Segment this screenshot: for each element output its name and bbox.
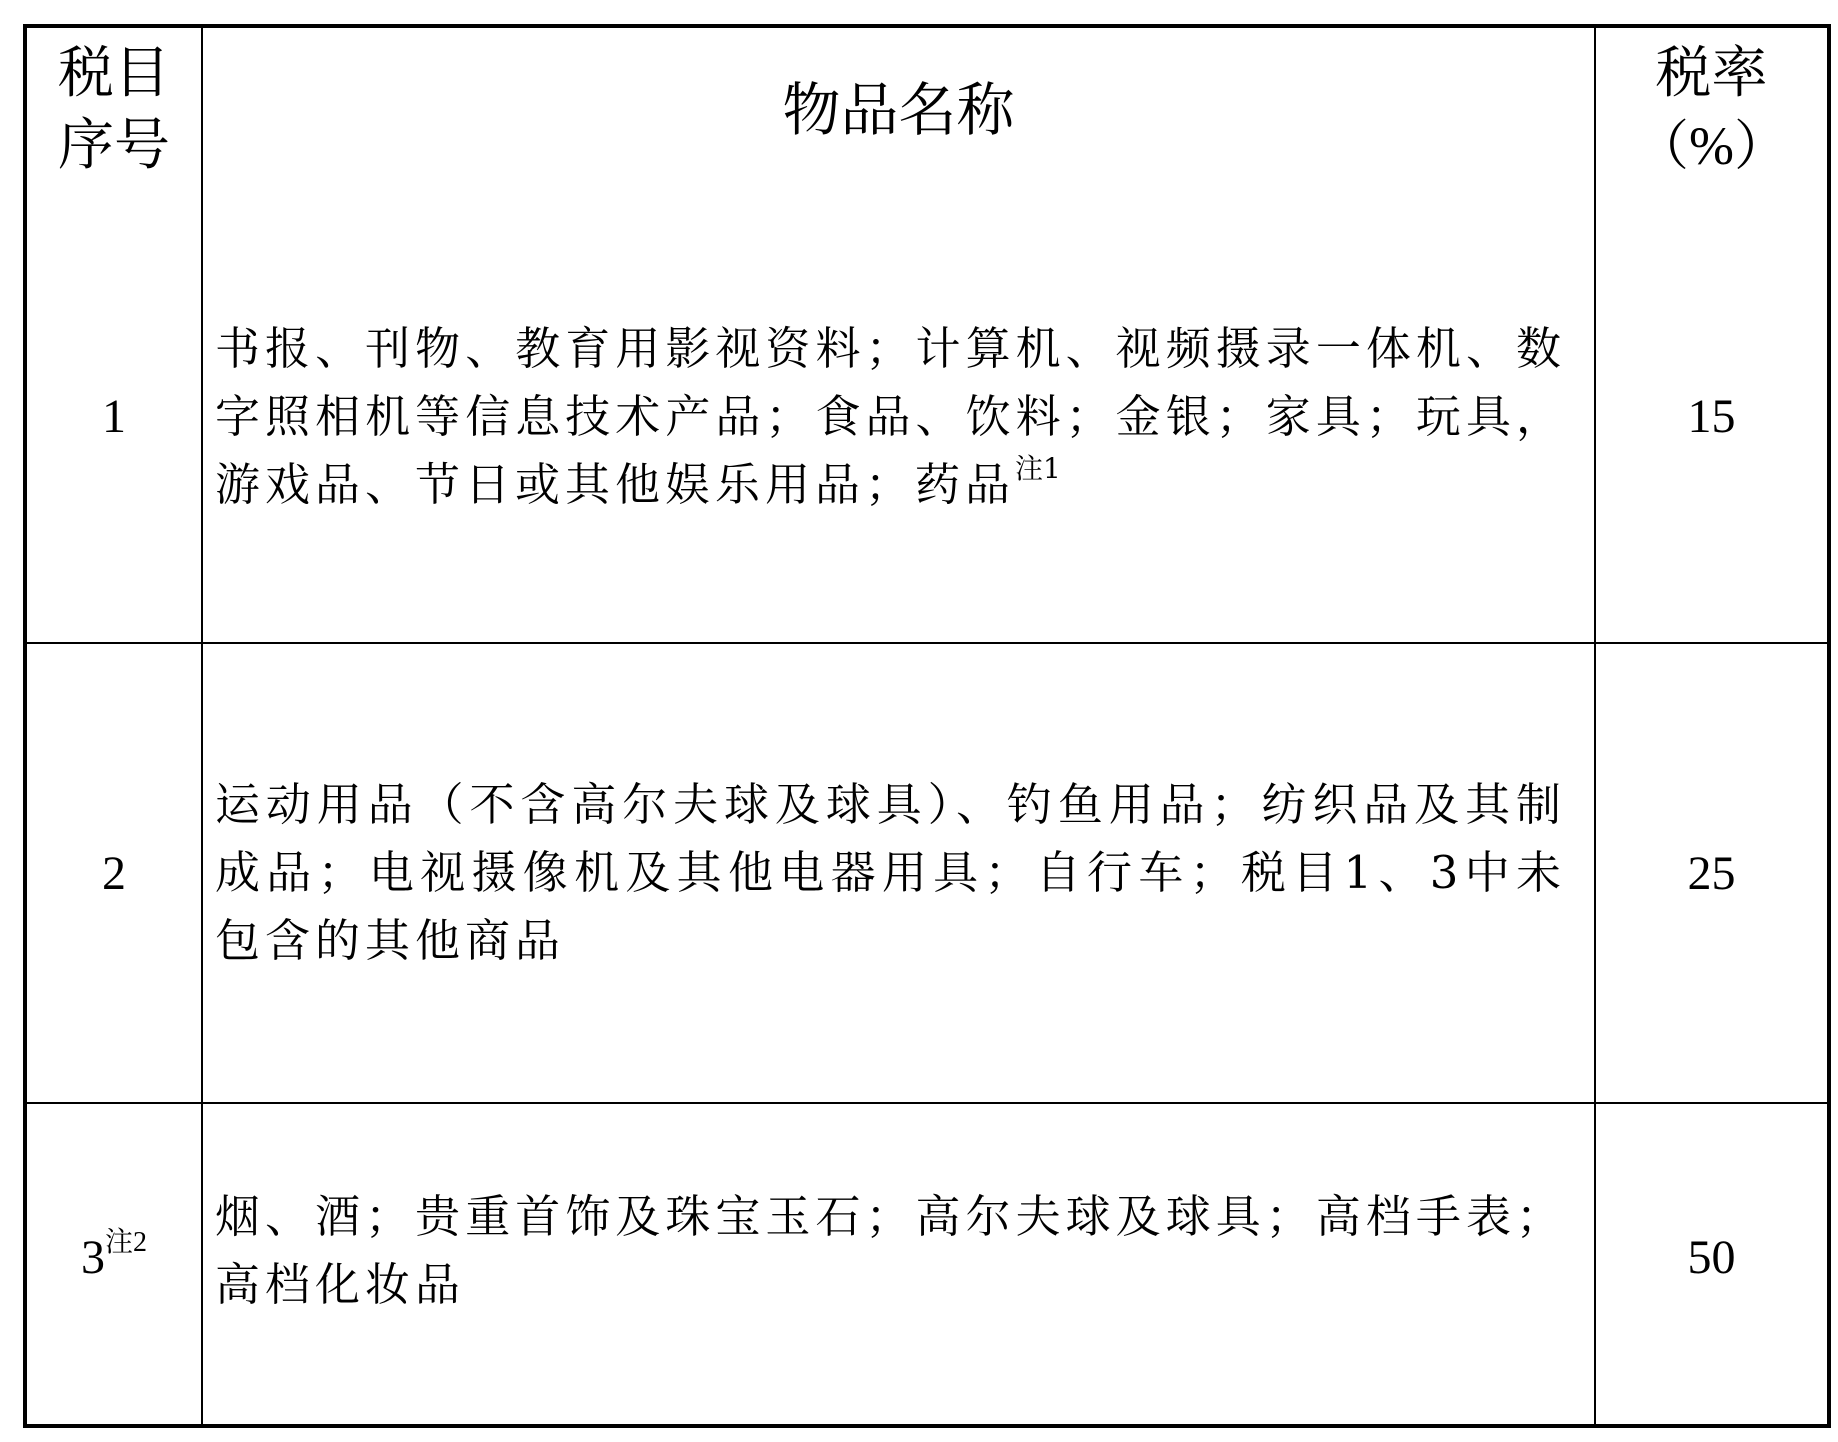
tax-item-number-cell [27,191,202,643]
tax-item-number: 2 [102,846,126,900]
item-description-cell [202,191,1595,643]
footnote-marker: 注1 [1015,451,1061,485]
tax-item-number: 1 [102,390,126,443]
tax-item-number-cell [27,1103,202,1428]
tax-rate-cell [1595,191,1827,643]
item-description-cell [202,643,1595,1103]
item-description-cell [202,1103,1595,1428]
tax-rate-value: 50 [1687,1230,1736,1284]
header-name-text: 物品名称 [782,75,1015,144]
header-seq-line2: 序号 [58,112,170,178]
tax-rate-table-grid [27,28,1827,1428]
item-description: 烟、酒；贵重首饰及珠宝玉石；高尔夫球及球具；高档手表；高档化妆品 [215,1190,1566,1311]
tax-rate-value: 15 [1687,390,1736,443]
table-row [27,191,1827,643]
tax-item-number-cell [27,643,202,1103]
header-rate-line1: 税率 [1655,40,1768,106]
header-row [27,28,1827,191]
table-row [27,643,1827,1103]
footnote-marker: 注2 [104,1226,147,1258]
tax-rate-table [23,24,1831,1428]
item-description: 运动用品（不含高尔夫球及球具）、钓鱼用品；纺织品及其制成品；电视摄像机及其他电器用具；自行车；税目1、3中未包含的其他商品 [215,778,1566,967]
header-rate-unit: （%） [1635,115,1788,176]
tax-rate-value: 25 [1687,846,1736,900]
item-description: 书报、刊物、教育用影视资料；计算机、视频摄录一体机、数字照相机等信息技术产品；食品、饮料；金银；家具；玩具，游戏品、节日或其他娱乐用品；药品 [215,321,1566,511]
tax-rate-cell [1595,643,1827,1103]
table-row [27,1103,1827,1428]
tax-rate-cell [1595,1103,1827,1428]
header-item-name [202,28,1595,191]
header-seq-line1: 税目 [58,40,170,106]
header-tax-rate [1595,28,1827,191]
header-tax-item-number [27,28,202,191]
tax-item-number: 3 [80,1230,105,1284]
